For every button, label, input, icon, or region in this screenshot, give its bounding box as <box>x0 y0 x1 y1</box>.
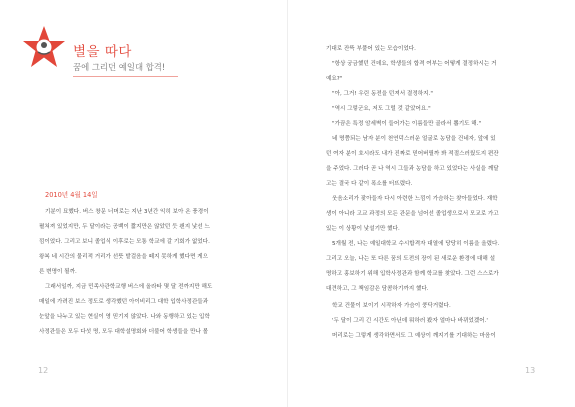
text-line: 명하고 홍보하기 위해 입학사정관과 함께 학교를 찾았다. 그런 스스로가 <box>326 271 499 277</box>
text-line: 고는 결국 다 같이 폭소를 터뜨렸다. <box>326 181 413 187</box>
text-line: 웃음소리가 잦아들자 다시 아련한 느낌이 가슴하는 찾아들었다. 재학 <box>332 196 498 202</box>
red-star-icon <box>22 25 66 69</box>
text-line: 른 변명이 될까. <box>39 269 77 275</box>
text-line: 5개월 전, 나는 예일대학교 수시합격자 대열에 당당히 이름을 올렸다. <box>332 241 500 247</box>
text-line: 펼쳐져 있었지만, 두 달이라는 공백이 짧지만은 않았던 듯 왠지 낯선 느 <box>39 224 210 230</box>
text-line: 기분이 묘했다. 버스 창문 너머로는 지난 3년간 익히 보아 온 풍경이 <box>45 209 209 215</box>
text-line: 눈앞을 나누고 있는 현실이 영 믿기지 않았다. 나와 동행하고 있는 입학 <box>39 314 210 320</box>
text-line: '두 달이 그리 긴 시간도 아닌데 뭐하러 봤자 얼마나 바뀌었겠어.' <box>332 318 488 324</box>
text-line: 있는 이 상황이 낯설기만 했다. <box>326 226 400 232</box>
right-body-text <box>326 42 542 297</box>
page-number-right: 13 <box>525 366 536 375</box>
text-line: 사정관들은 모두 다섯 명, 모두 대학설명회와 더불어 학생들을 만나 볼 <box>39 329 209 335</box>
text-line: "항상 궁금했던 건데요, 학생들의 합격 여부는 어떻게 결정하시는 거 <box>332 61 497 67</box>
left-body-text <box>39 205 254 340</box>
text-line: 그래서일까, 지금 민족사관학교행 버스에 올라타 몇 달 전까지만 해도 <box>45 284 213 290</box>
right-page <box>288 0 575 407</box>
text-line: 그리고 오늘, 나는 또 다른 꿈의 도전의 장이 된 새로운 환경에 대해 설 <box>326 256 496 262</box>
text-line: 낌이었다. 그리고 보니 졸업식 이후로는 모통 학교에 갈 기회가 없었다. <box>39 239 210 245</box>
text-line: 머리로는 그렇게 생각하면서도 그 예상이 깨지기를 기대하는 마음이 <box>332 333 496 339</box>
text-line: 을 주었다. 그러다 곧 나 역시 그들과 농담을 하고 있었다는 사실을 깨달 <box>326 166 499 172</box>
right-body-text-bottom <box>326 299 542 344</box>
text-line: 던 여자 분이 호시라도 내가 진짜로 믿어버릴까 봐 적절스러웠도지 편잔 <box>326 151 499 157</box>
text-line: "아, 그거! 우린 동전을 던져서 결정하지." <box>332 91 433 97</box>
text-line: 왕복 네 시간의 물리적 거리가 선뜻 발걸음을 떼지 못하게 했다면 게으 <box>39 254 209 260</box>
text-line: 학교 건물이 보이기 시작하자 가슴이 쿵닥거렸다. <box>332 303 451 309</box>
chapter-subtitle: 꿈에 그리던 예일대 합격! <box>73 62 166 72</box>
chapter-divider <box>73 76 178 77</box>
text-line: "가끔은 특정 암세벽이 들어가는 이름들만 골라서 뽑기도 해." <box>332 121 482 127</box>
text-line: 생이 아니라 고교 과정의 모든 관문을 넘어선 졸업생으로서 모교로 가고 <box>326 211 499 217</box>
text-line: 대견하고, 그 책임감은 담콤하기까지 했다. <box>326 286 429 292</box>
left-page <box>0 0 287 407</box>
text-line: 기대로 잔뜩 부풀어 있는 모습이었다. <box>326 46 416 52</box>
chapter-title: 별을 따다 <box>73 44 132 60</box>
text-line: "역시 그렇군요, 저도 그럴 것 같았어요." <box>332 106 431 112</box>
text-line: 매일에 가려진 보스 정도로 생각했던 아이비리그 대학 입학사정관들과 <box>39 299 209 305</box>
diary-date: 2010년 4월 14일 <box>45 191 98 199</box>
text-line: 네 명쯤되는 남자 분이 천연덕스러운 얼굴로 농담을 건네자, 앞에 있 <box>332 136 496 142</box>
page-number-left: 12 <box>38 366 49 375</box>
text-line: 예요?" <box>326 76 343 82</box>
